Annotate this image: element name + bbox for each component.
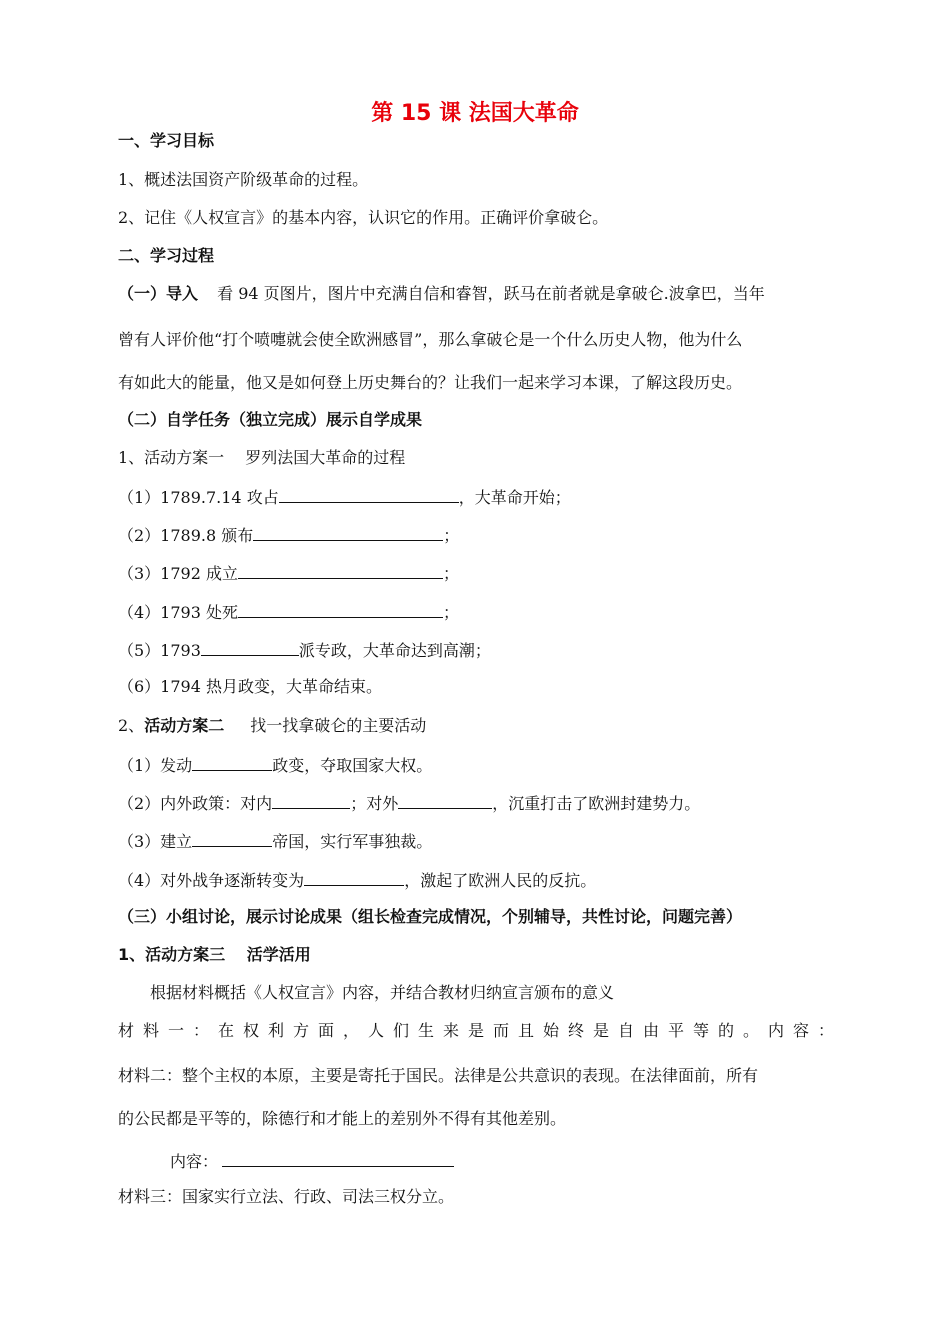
fill-blank[interactable]	[398, 792, 492, 809]
fill-blank[interactable]	[192, 754, 272, 771]
lesson-title: 第 15 课 法国大革命	[371, 101, 579, 126]
fill-blank[interactable]	[238, 562, 443, 579]
plan2-heading-label: 活动方案二	[144, 716, 225, 735]
intro-label: （一）导入	[118, 284, 199, 303]
plan2-item-4-prefix: （4）对外战争逐渐转变为	[118, 871, 305, 890]
material-3: 材料三：国家实行立法、行政、司法三权分立。	[118, 1187, 455, 1206]
plan2-item-2-suffix: ，沉重打击了欧洲封建势力。	[492, 794, 701, 813]
intro-text-1: 看 94 页图片，图片中充满自信和睿智，跃马在前者就是拿破仑.波拿巴，当年	[217, 284, 765, 303]
self-study-heading: （二）自学任务（独立完成）展示自学成果	[118, 410, 423, 429]
content-answer-line	[170, 1150, 454, 1172]
plan1-item-4-suffix: ；	[443, 603, 460, 622]
material-2-line-2: 的公民都是平等的，除德行和才能上的差别外不得有其他差别。	[118, 1109, 567, 1128]
plan2-item-1-prefix: （1）发动	[118, 756, 193, 775]
objective-2: 2、记住《人权宣言》的基本内容，认识它的作用。正确评价拿破仑。	[118, 208, 609, 227]
plan2-item-4-suffix: ，激起了欧洲人民的反抗。	[404, 871, 597, 890]
plan1-item-1	[118, 486, 571, 508]
plan1-item-2-prefix: （2）1789.8 颁布	[118, 526, 254, 545]
plan1-item-1-prefix: （1）1789.7.14 攻占	[118, 488, 279, 507]
plan2-item-2	[118, 792, 700, 814]
fill-blank[interactable]	[304, 869, 404, 886]
intro-line-1	[118, 284, 765, 304]
plan1-item-4	[118, 601, 459, 623]
plan1-item-2-suffix: ；	[443, 526, 460, 545]
fill-blank[interactable]	[238, 601, 443, 618]
fill-blank[interactable]	[222, 1150, 454, 1167]
fill-blank[interactable]	[192, 830, 272, 847]
plan3-intro: 根据材料概括《人权宣言》内容，并结合教材归纳宣言颁布的意义	[150, 983, 615, 1002]
content-label: 内容：	[170, 1152, 219, 1171]
plan1-item-5-prefix: （5）1793	[118, 641, 201, 660]
plan1-item-3-prefix: （3）1792 成立	[118, 564, 238, 583]
plan2-item-4	[118, 869, 596, 891]
plan1-item-6: （6）1794 热月政变，大革命结束。	[118, 677, 382, 696]
plan2-heading-text: 找一找拿破仑的主要活动	[250, 716, 427, 735]
section-heading-process: 二、学习过程	[118, 246, 215, 265]
plan2-item-1-suffix: 政变，夺取国家大权。	[272, 756, 433, 775]
plan1-item-2	[118, 524, 459, 546]
material-2-line-1: 材料二：整个主权的本原，主要是寄托于国民。法律是公共意识的表现。在法律面前，所有	[118, 1066, 759, 1085]
fill-blank[interactable]	[253, 524, 443, 541]
plan2-item-2-middle: ；对外	[350, 794, 399, 813]
group-discussion-heading: （三）小组讨论，展示讨论成果（组长检查完成情况，个别辅导，共性讨论，问题完善）	[118, 907, 743, 926]
plan1-item-5	[118, 639, 491, 661]
intro-line-3: 有如此大的能量，他又是如何登上历史舞台的？让我们一起来学习本课，了解这段历史。	[118, 373, 743, 392]
section-heading-objectives: 一、学习目标	[118, 131, 215, 150]
plan2-item-2-prefix: （2）内外政策：对内	[118, 794, 273, 813]
fill-blank[interactable]	[272, 792, 350, 809]
plan2-heading	[118, 716, 426, 736]
intro-line-2: 曾有人评价他“打个喷嚏就会使全欧洲感冒”，那么拿破仑是一个什么历史人物，他为什么	[118, 330, 743, 349]
plan1-item-3-suffix: ；	[443, 564, 460, 583]
plan1-heading: 1、活动方案一 罗列法国大革命的过程	[118, 448, 406, 467]
plan2-item-3	[118, 830, 432, 852]
plan2-item-3-suffix: 帝国，实行军事独裁。	[272, 832, 433, 851]
objective-1: 1、概述法国资产阶级革命的过程。	[118, 170, 369, 189]
plan1-item-4-prefix: （4）1793 处死	[118, 603, 238, 622]
plan1-item-3	[118, 562, 459, 584]
plan2-heading-number: 2、	[118, 716, 145, 735]
plan3-heading: 1、活动方案三 活学活用	[118, 945, 311, 964]
material-1: 材料一：在权利方面，人们生来是而且始终是自由平等的。内容：	[118, 1021, 844, 1040]
plan2-item-1	[118, 754, 432, 776]
plan1-item-1-suffix: ，大革命开始；	[458, 488, 571, 507]
plan1-item-5-suffix: 派专政，大革命达到高潮；	[298, 641, 491, 660]
plan2-item-3-prefix: （3）建立	[118, 832, 193, 851]
fill-blank[interactable]	[279, 486, 459, 503]
fill-blank[interactable]	[201, 639, 299, 656]
